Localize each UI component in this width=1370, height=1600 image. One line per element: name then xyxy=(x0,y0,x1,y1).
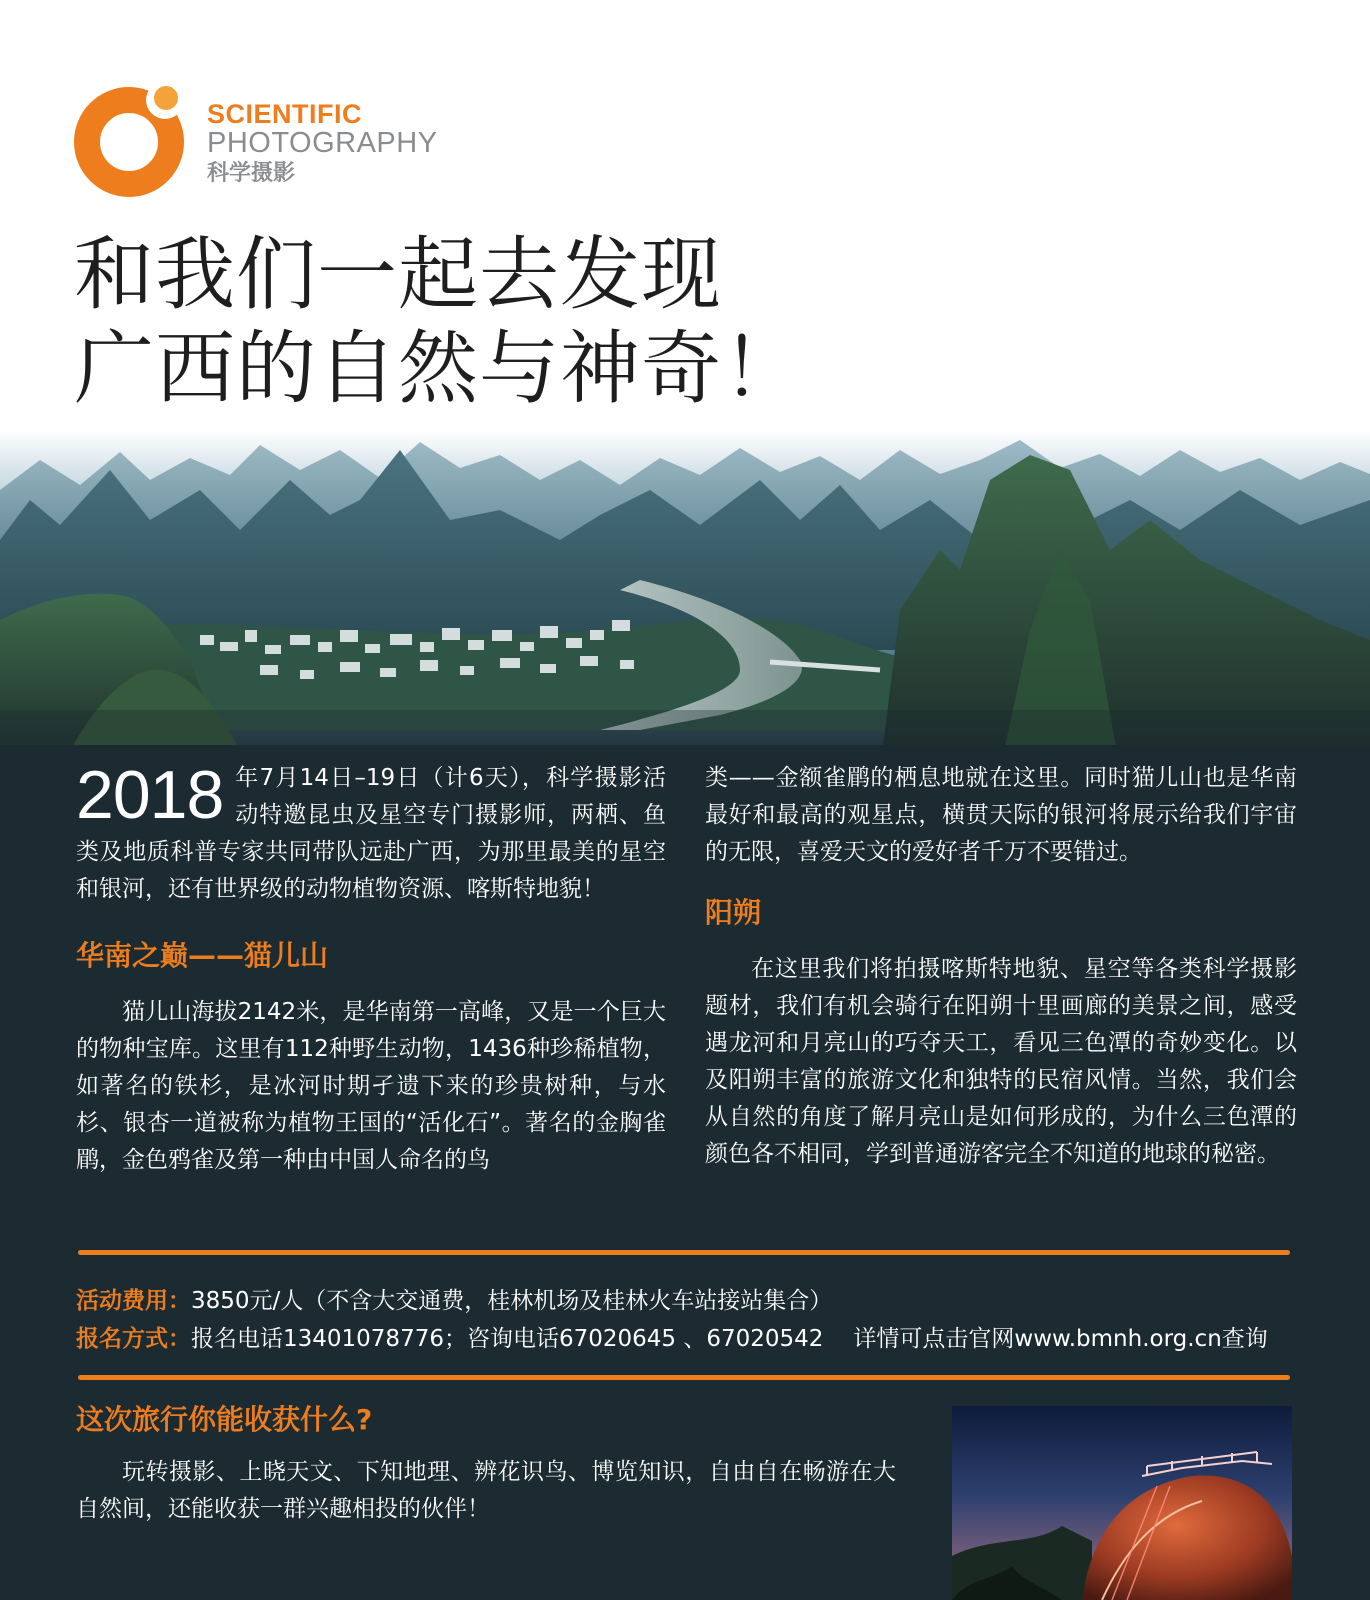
headline-line2: 广西的自然与神奇！ xyxy=(74,322,803,415)
website-link[interactable]: 详情可点击官网www.bmnh.org.cn查询 xyxy=(853,1326,1268,1352)
gains-title: 这次旅行你能收获什么? xyxy=(76,1403,373,1436)
gains-section xyxy=(76,1400,896,1528)
intro-text: 年7月14日–19日（计6天），科学摄影活动特邀昆虫及星空专门摄影师，两栖、鱼类及地质科普专家共同带队远赴广西，为那里最美的星空和银河，还有世界级的动物植物资源、喀斯特地貌！ xyxy=(76,765,666,902)
maoershan-body: 猫儿山海拔2142米，是华南第一高峰，又是一个巨大的物种宝库。这里有112种野生动物，1436种珍稀植物，如著名的铁杉，是冰河时期孑遗下来的珍贵树种，与水杉、银杏一道被称为植物王国的“活化石”。著名的金胸雀鹛，金色鸦雀及第一种由中国人命名的鸟 xyxy=(76,999,666,1173)
headline xyxy=(74,228,803,416)
logo-cn: 科学摄影 xyxy=(207,161,296,186)
maoershan-body-continued: 类——金额雀鹛的栖息地就在这里。同时猫儿山也是华南最好和最高的观星点，横贯天际的银河将展示给我们宇宙的无限，喜爱天文的爱好者千万不要错过。 xyxy=(705,765,1297,865)
scientific-photography-logo xyxy=(72,80,452,200)
fee-row xyxy=(76,1282,1306,1320)
divider-bottom xyxy=(78,1375,1290,1380)
rock-peak-stairs-photo xyxy=(952,1406,1292,1600)
logo-en-line1: SCIENTIFIC xyxy=(207,99,363,129)
yangshuo-body: 在这里我们将拍摄喀斯特地貌、星空等各类科学摄影题材，我们有机会骑行在阳朔十里画廊的美景之间，感受遇龙河和月亮山的巧夺天工，看见三色潭的奇妙变化。以及阳朔丰富的旅游文化和独特的民宿风情。当然，我们会从自然的角度了解月亮山是如何形成的，为什么三色潭的颜色各不相同，学到普通游客完全不知道的地球的秘密。 xyxy=(705,956,1297,1167)
logo-en-line2: PHOTOGRAPHY xyxy=(207,127,438,159)
maoershan-title: 华南之巅——猫儿山 xyxy=(76,939,329,972)
intro-paragraph xyxy=(76,757,666,908)
signup-label: 报名方式： xyxy=(76,1326,191,1352)
signup-phones: 报名电话13401078776；咨询电话67020645 、67020542 xyxy=(191,1326,824,1352)
karst-landscape-photo xyxy=(0,430,1370,770)
yangshuo-title: 阳朔 xyxy=(705,896,762,929)
signup-row xyxy=(76,1320,1306,1358)
right-column xyxy=(705,760,1297,1173)
logo-ring-icon xyxy=(72,80,194,202)
intro-year: 2018 xyxy=(76,757,224,833)
logo-wordmark xyxy=(207,100,438,190)
fee-value: 3850元/人（不含大交通费，桂林机场及桂林火车站接站集合） xyxy=(191,1288,833,1314)
gains-body: 玩转摄影、上晓天文、下知地理、辨花识鸟、博览知识，自由自在畅游在大自然间，还能收获一群兴趣相投的伙伴！ xyxy=(76,1459,896,1522)
event-info xyxy=(76,1282,1306,1358)
left-column xyxy=(76,757,666,1179)
fee-label: 活动费用： xyxy=(76,1288,191,1314)
divider-top xyxy=(78,1250,1290,1255)
headline-line1: 和我们一起去发现 xyxy=(74,228,722,321)
